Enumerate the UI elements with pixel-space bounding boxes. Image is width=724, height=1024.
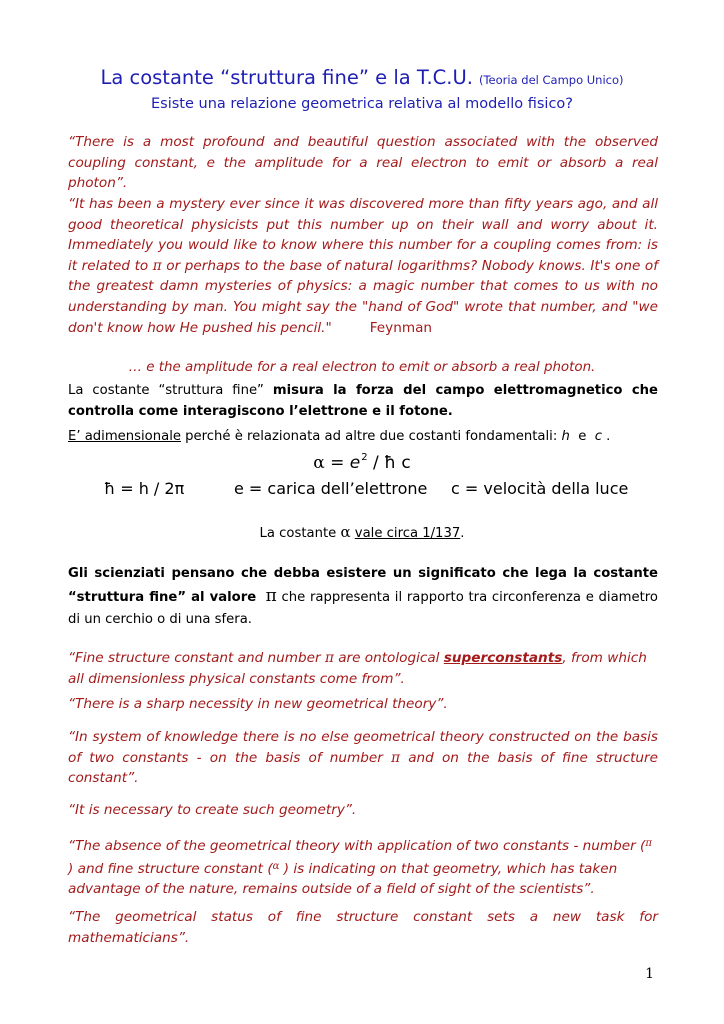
pi-symbol-large: π [265, 586, 277, 606]
quote-absence [68, 834, 658, 900]
quote-main-text-b: or perhaps to the base of natural logarithms? Nobody knows. It's one of the greatest damn mysteries of physics: a magic number that comes to us with no understanding by man. You might say the "hand of God" wrote that number, and "we don't know how He pushed his pencil." [68, 257, 658, 336]
constant-c: c [594, 429, 602, 444]
alpha-symbol-small: α [340, 523, 351, 541]
value-prefix: La costante [259, 526, 341, 541]
alpha-symbol: α [313, 453, 325, 473]
quote-author: Feynman [369, 319, 433, 336]
quote-system-a: “In system of knowledge there is no else geometrical theory constructed on the basis of two constants - on the basis of number [68, 729, 658, 766]
amplitude-line: … e the amplitude for a real electron to emit or absorb a real photon. [128, 360, 596, 375]
quote-super-a: “Fine structure constant and number [68, 650, 325, 666]
definition-plain-text: La costante “struttura fine” [68, 383, 273, 398]
alpha-symbol-tiny: α [272, 860, 280, 872]
paragraph-definition [68, 380, 658, 422]
scientists-rest-text: che rappresenta il rapporto tra circonferenza e diametro di un cerchio o di una sfera. [68, 590, 658, 627]
superconstants-word: superconstants [443, 650, 563, 666]
paragraph-scientists [68, 563, 658, 631]
page-number: 1 [645, 966, 654, 982]
quote-super-c: , from which all dimensionless physical constants come from”. [68, 650, 647, 687]
page-subtitle: Esiste una relazione geometrica relativa al modello fisico? [151, 96, 573, 112]
value-end: . [460, 526, 465, 541]
quote-necessity: “There is a sharp necessity in new geometrical theory”. [68, 696, 448, 712]
quote-absence-b: ) and fine structure constant ( [68, 860, 273, 877]
quote-system-b: and on the basis of fine structure constant”. [68, 749, 658, 787]
constant-e: e [578, 429, 587, 444]
quote-intro-text: “There is a most profound and beautiful question associated with the observed coupling constant, e the amplitude for a real electron to emit or absorb a real photon”. [68, 134, 658, 192]
c-definition: c = velocità della luce [451, 479, 629, 498]
quote-geometrical-status: “The geometrical status of fine structure constant sets a new task for mathematicians”. [68, 909, 658, 946]
quote-system-of-knowledge [68, 727, 658, 789]
paragraph-dimensionless [68, 426, 658, 447]
formula-exponent: 2 [361, 452, 368, 463]
constant-h: h [561, 429, 570, 444]
quote-super-b: are ontological [333, 650, 444, 666]
scientists-bold-text: Gli scienziati pensano che debba esistere un significato che lega la costante “struttura fine” al valore [68, 566, 658, 605]
dimensionless-underlined: E’ adimensionale [68, 429, 181, 444]
hbar-definition: ħ = h / 2π [104, 479, 185, 498]
pi-symbol: π [324, 650, 334, 666]
definition-bold-text: misura la forza del campo elettromagnetico che controlla come interagiscono l’elettrone e il fotone. [68, 383, 659, 419]
quote-superconstants [68, 648, 658, 689]
title-note: (Teoria del Campo Unico) [478, 73, 624, 87]
e-definition: e = carica dell’elettrone [234, 479, 428, 498]
value-underlined: vale circa 1/137 [354, 526, 461, 541]
quote-create-geometry: “It is necessary to create such geometry”. [68, 802, 357, 818]
pi-symbol: π [152, 257, 162, 274]
formula-rest: / ħ c [367, 453, 411, 473]
pi-symbol-small: π [645, 838, 652, 849]
alpha-value-line [0, 523, 724, 541]
pi-symbol: π [391, 749, 401, 766]
page-title [0, 66, 724, 89]
dimensionless-end: . [601, 429, 611, 444]
dimensionless-text: perché è relazionata ad altre due costanti fondamentali: [180, 429, 562, 444]
quote-absence-c: ) is indicating on that geometry, which has taken advantage of the nature, remains outside of a field of sight of the scientists”. [68, 860, 618, 898]
title-text: La costante “struttura fine” e la T.C.U. [100, 66, 473, 89]
quote-absence-a: “The absence of the geometrical theory with application of two constants - number ( [68, 838, 646, 854]
alpha-formula [0, 452, 724, 473]
formula-e: e [349, 453, 361, 473]
quote-main-text-a: “It has been a mystery ever since it was discovered more than fifty years ago, and all good theoretical physicists put this number up on their wall and worry about it. Immediately you would like to know where this number for a coupling comes from: is it related to [68, 196, 658, 274]
feynman-quote-main [68, 194, 658, 338]
feynman-quote-intro [68, 132, 658, 194]
formula-equals: = [324, 453, 350, 473]
